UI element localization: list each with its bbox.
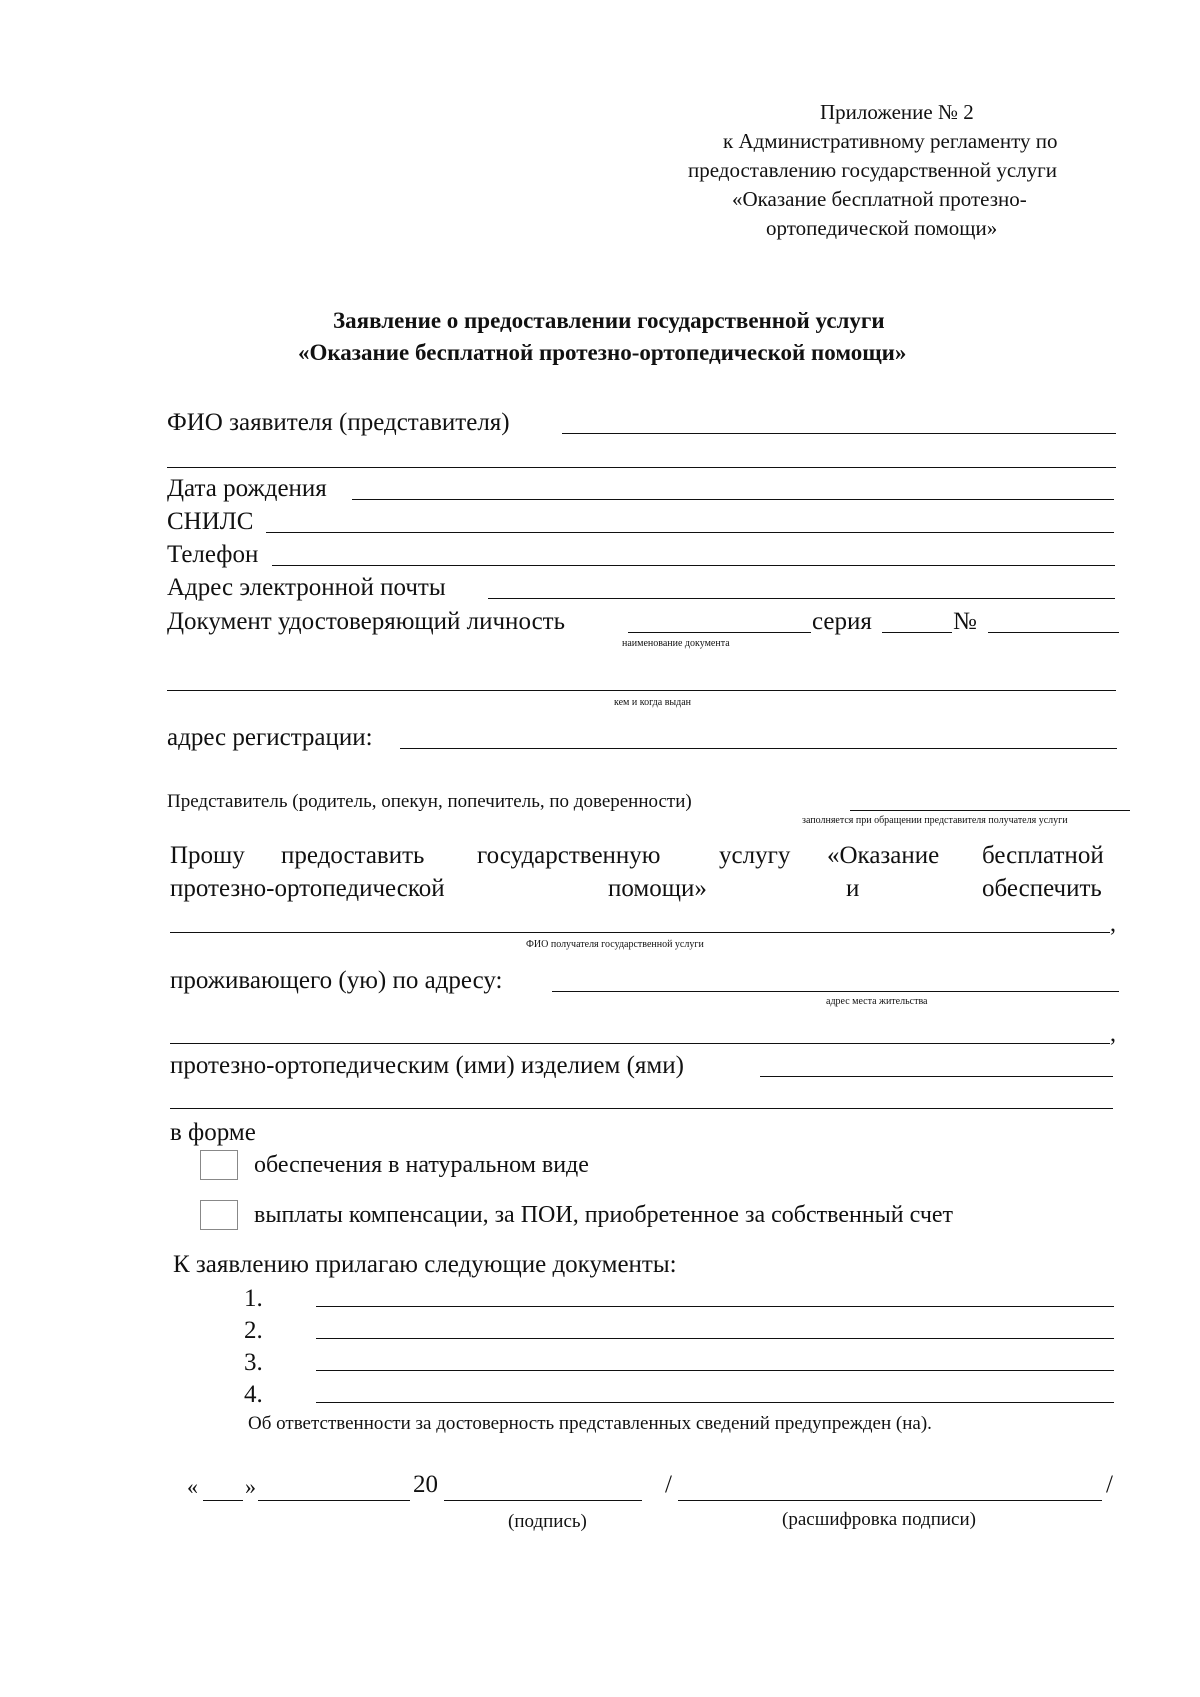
month-input-line[interactable] <box>258 1500 410 1501</box>
request-word: Прошу <box>170 842 245 869</box>
compensation-option: выплаты компенсации, за ПОИ, приобретенное за собственный счет <box>254 1202 954 1228</box>
recipient-hint: ФИО получателя государственной услуги <box>526 939 704 950</box>
snils-input-line[interactable] <box>266 532 1114 533</box>
attachment-line[interactable] <box>316 1306 1114 1307</box>
form-label: в форме <box>170 1119 256 1146</box>
natural-form-option: обеспечения в натуральном виде <box>254 1152 589 1178</box>
request-word: и <box>846 875 860 902</box>
slash-right: / <box>1106 1471 1113 1498</box>
phone-input-line[interactable] <box>272 565 1115 566</box>
attachment-number: 4. <box>244 1381 263 1408</box>
title-line-2: «Оказание бесплатной протезно-ортопедической помощи» <box>298 340 907 365</box>
natural-form-checkbox[interactable] <box>200 1150 238 1180</box>
id-document-label: Документ удостоверяющий личность <box>167 608 565 635</box>
fio-input-line[interactable] <box>562 433 1116 434</box>
recipient-name-line[interactable] <box>170 932 1110 933</box>
fio-continuation-line[interactable] <box>167 467 1116 468</box>
snils-label: СНИЛС <box>167 508 254 535</box>
request-word: государственную <box>477 842 661 869</box>
id-document-name-line[interactable] <box>628 632 811 633</box>
attachment-line[interactable] <box>316 1338 1114 1339</box>
number-input-line[interactable] <box>988 632 1119 633</box>
representative-label: Представитель (родитель, опекун, попечитель, по доверенности) <box>167 791 692 812</box>
doc-name-hint: наименование документа <box>622 638 730 649</box>
residence-hint: адрес места жительства <box>826 996 928 1007</box>
signature-decode-caption: (расшифровка подписи) <box>782 1509 976 1530</box>
comma: , <box>1110 1021 1116 1047</box>
comma: , <box>1110 911 1116 937</box>
title-line-1: Заявление о предоставлении государственной услуги <box>333 308 885 333</box>
attachment-line[interactable] <box>316 1402 1114 1403</box>
request-word: предоставить <box>281 842 425 869</box>
header-line-5: ортопедической помощи» <box>766 216 998 240</box>
number-label: № <box>953 608 977 635</box>
reg-address-label: адрес регистрации: <box>167 724 373 751</box>
request-word: помощи» <box>608 875 707 902</box>
attachments-label: К заявлению прилагаю следующие документы: <box>173 1251 677 1278</box>
request-word: протезно-ортопедической <box>170 875 445 902</box>
year-prefix: 20 <box>413 1471 438 1498</box>
product-continuation-line[interactable] <box>170 1108 1113 1109</box>
quote-open: « <box>187 1474 198 1499</box>
attachment-number: 1. <box>244 1285 263 1312</box>
email-label: Адрес электронной почты <box>167 574 446 601</box>
residence-input-line[interactable] <box>552 991 1119 992</box>
attachment-number: 2. <box>244 1317 263 1344</box>
compensation-checkbox[interactable] <box>200 1200 238 1230</box>
appendix-number: Приложение № 2 <box>820 100 974 124</box>
fio-label: ФИО заявителя (представителя) <box>167 409 510 436</box>
signature-input-line[interactable] <box>444 1500 642 1501</box>
header-line-4: «Оказание бесплатной протезно- <box>732 187 1027 211</box>
signature-caption: (подпись) <box>508 1511 587 1532</box>
request-word: обеспечить <box>982 875 1102 902</box>
birth-date-label: Дата рождения <box>167 475 327 502</box>
header-line-2: к Административному регламенту по <box>723 129 1058 153</box>
attachment-line[interactable] <box>316 1370 1114 1371</box>
series-input-line[interactable] <box>882 632 952 633</box>
residence-continuation-line[interactable] <box>170 1043 1110 1044</box>
email-input-line[interactable] <box>488 598 1115 599</box>
responsibility-note: Об ответственности за достоверность представленных сведений предупрежден (на). <box>248 1413 932 1434</box>
issued-hint: кем и когда выдан <box>614 697 692 708</box>
slash-left: / <box>665 1471 672 1498</box>
day-input-line[interactable] <box>203 1500 243 1501</box>
series-label: серия <box>812 608 872 635</box>
product-input-line[interactable] <box>760 1076 1113 1077</box>
issued-by-line[interactable] <box>167 690 1116 691</box>
request-word: бесплатной <box>982 842 1104 869</box>
quote-close: » <box>245 1474 256 1499</box>
header-line-3: предоставлению государственной услуги <box>688 158 1057 182</box>
representative-hint: заполняется при обращении представителя получателя услуги <box>802 815 1068 826</box>
reg-address-input-line[interactable] <box>400 748 1117 749</box>
residing-label: проживающего (ую) по адресу: <box>170 967 503 994</box>
birth-date-input-line[interactable] <box>352 499 1114 500</box>
request-word: «Оказание <box>827 842 940 869</box>
representative-input-line[interactable] <box>850 810 1130 811</box>
attachment-number: 3. <box>244 1349 263 1376</box>
phone-label: Телефон <box>167 541 259 568</box>
request-word: услугу <box>719 842 791 869</box>
product-label: протезно-ортопедическим (ими) изделием (ями) <box>170 1052 684 1079</box>
signature-decode-input-line[interactable] <box>678 1500 1102 1501</box>
